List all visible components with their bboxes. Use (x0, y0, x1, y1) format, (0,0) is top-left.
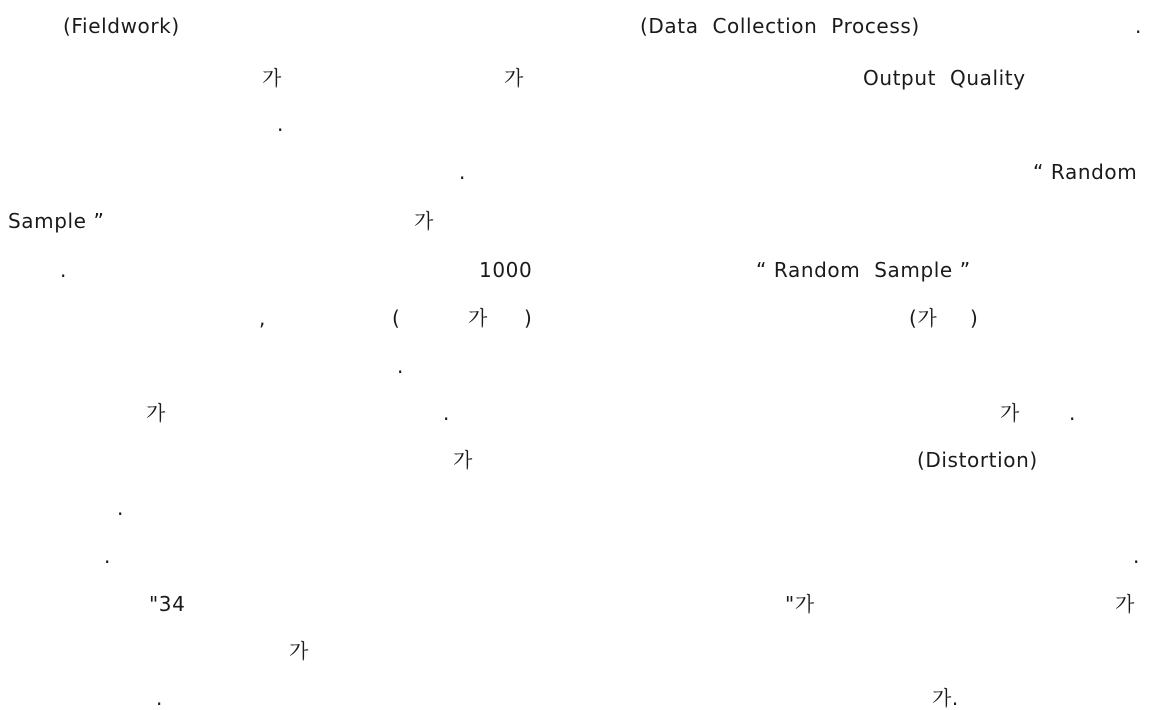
text-fragment: . (1069, 401, 1076, 425)
text-fragment: . (1133, 544, 1140, 568)
text-fragment: Output Quality (863, 66, 1026, 90)
text-fragment: (Data Collection Process) (640, 14, 920, 38)
text-fragment: 가 (1115, 592, 1135, 616)
text-fragment: ( (392, 306, 401, 330)
text-fragment: 가 (262, 66, 282, 90)
text-fragment: . (459, 160, 466, 184)
text-fragment: . (397, 354, 404, 378)
text-fragment: Sample ” (8, 209, 105, 233)
text-fragment: ) (524, 306, 533, 330)
text-fragment: . (443, 401, 450, 425)
text-fragment: . (117, 496, 124, 520)
text-fragment: . (156, 686, 163, 710)
text-fragment: . (277, 112, 284, 136)
text-fragment: 가 (146, 401, 166, 425)
text-fragment: 가 (414, 209, 434, 233)
text-fragment: 가 (289, 639, 309, 663)
text-fragment: . (1135, 14, 1142, 38)
text-fragment: 1000 (479, 258, 533, 282)
text-fragment: (Fieldwork) (63, 14, 180, 38)
text-fragment: 가 (1000, 401, 1020, 425)
text-fragment: , (259, 306, 266, 330)
text-fragment: . (60, 258, 67, 282)
text-fragment: “ Random (1033, 160, 1138, 184)
text-fragment: . (104, 544, 111, 568)
text-fragment: 가 (468, 306, 488, 330)
text-fragment: ) (970, 306, 979, 330)
text-fragment: “ Random Sample ” (756, 258, 971, 282)
text-fragment: "34 (149, 592, 186, 616)
text-fragment: 가 (453, 448, 473, 472)
text-fragment: 가. (932, 686, 959, 710)
text-fragment: (Distortion) (917, 448, 1038, 472)
text-fragment: 가 (504, 66, 524, 90)
text-fragment: "가 (785, 592, 815, 616)
text-fragment: (가 (909, 306, 938, 330)
